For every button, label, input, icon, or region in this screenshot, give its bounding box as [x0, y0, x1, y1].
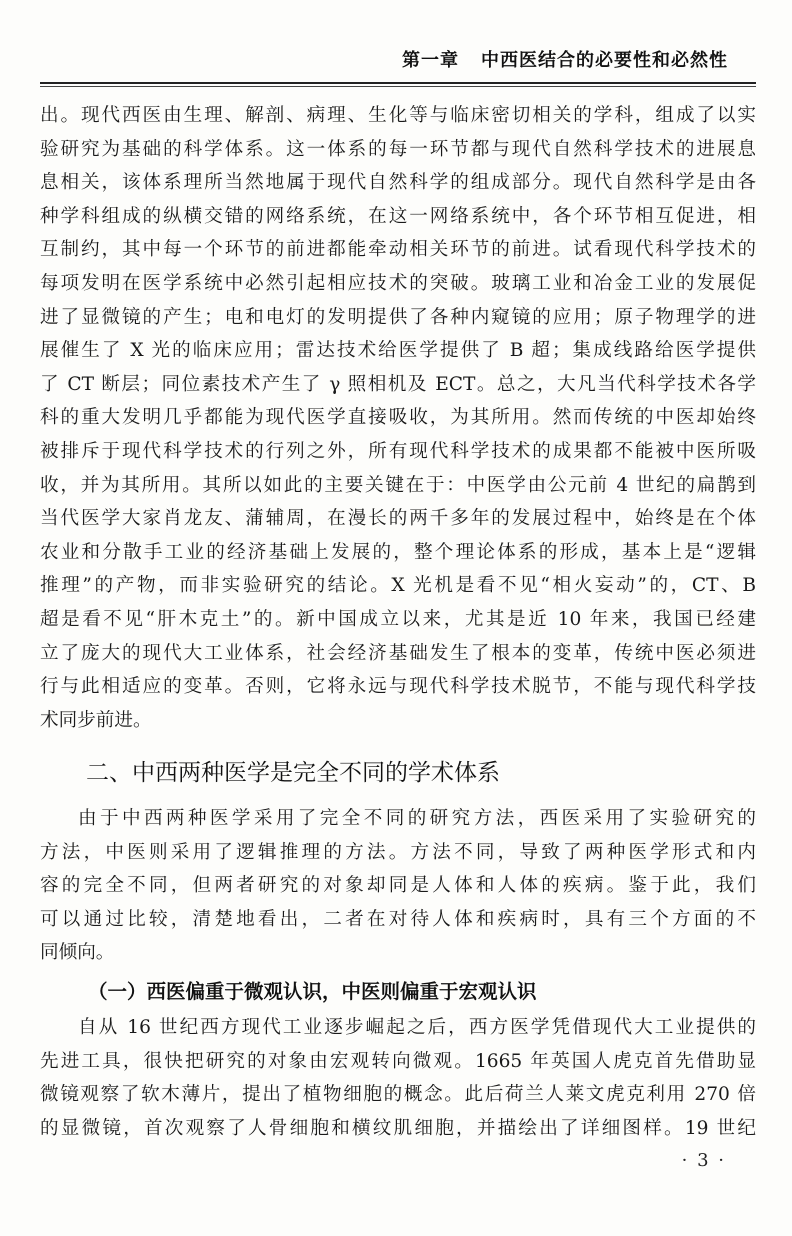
page-number: · 3 ·: [681, 1150, 726, 1171]
paragraph-3-line: 先进工具，很快把研究的对象由宏观转向微观。1665 年英国人虎克首先借助显: [40, 1051, 756, 1072]
paragraph-1-line: 收，并为其所用。其所以如此的主要关键在于：中医学由公元前 4 世纪的扁鹊到: [40, 475, 756, 496]
header-rule-thin: [40, 86, 756, 87]
paragraph-3-line: 微镜观察了软木薄片，提出了植物细胞的概念。此后荷兰人莱文虎克利用 270 倍: [40, 1084, 756, 1105]
section-heading: 二、中西两种医学是完全不同的学术体系: [86, 760, 500, 786]
paragraph-2-line: 可以通过比较，清楚地看出，二者在对待人体和疾病时，具有三个方面的不: [40, 909, 756, 930]
paragraph-1-line: 超是看不见“肝木克土”的。新中国成立以来，尤其是近 10 年来，我国已经建: [40, 609, 756, 630]
paragraph-1-line: 当代医学大家肖龙友、蒲辅周，在漫长的两千多年的发展过程中，始终是在个体: [40, 508, 756, 529]
paragraph-2-line: 方法，中医则采用了逻辑推理的方法。方法不同，导致了两种医学形式和内: [40, 842, 756, 863]
paragraph-1-line: 验研究为基础的科学体系。这一体系的每一环节都与现代自然科学技术的进展息: [40, 139, 756, 160]
paragraph-3-line: 自从 16 世纪西方现代工业逐步崛起之后，西方医学凭借现代大工业提供的: [78, 1017, 756, 1038]
header-chapter: 第一章: [402, 50, 459, 71]
paragraph-1-line: 被排斥于现代科学技术的行列之外，所有现代科学技术的成果都不能被中医所吸: [40, 441, 756, 462]
paragraph-1-line: 展催生了 X 光的临床应用；雷达技术给医学提供了 B 超；集成线路给医学提供: [40, 340, 756, 361]
header-rule-thick: [40, 82, 756, 84]
paragraph-1-line: 行与此相适应的变革。否则，它将永远与现代科学技术脱节，不能与现代科学技: [40, 676, 756, 697]
paragraph-1-line: 术同步前进。: [40, 710, 152, 731]
paragraph-1-line: 出。现代西医由生理、解剖、病理、生化等与临床密切相关的学科，组成了以实: [40, 105, 756, 126]
header-chapter-title: 中西医结合的必要性和必然性: [481, 50, 728, 71]
paragraph-1-line: 互制约，其中每一个环节的前进都能牵动相关环节的前进。试看现代科学技术的: [40, 239, 756, 260]
paragraph-1-line: 息相关，该体系理所当然地属于现代自然科学的组成部分。现代自然科学是由各: [40, 172, 756, 193]
running-header: [402, 46, 728, 72]
paragraph-1-line: 种学科组成的纵横交错的网络系统，在这一网络系统中，各个环节相互促进，相: [40, 206, 756, 227]
paragraph-2-line: 容的完全不同，但两者研究的对象却同是人体和人体的疾病。鉴于此，我们: [40, 875, 756, 896]
paragraph-3-line: 的显微镜，首次观察了人骨细胞和横纹肌细胞，并描绘出了详细图样。19 世纪: [40, 1118, 756, 1139]
paragraph-1-line: 每项发明在医学系统中必然引起相应技术的突破。玻璃工业和冶金工业的发展促: [40, 273, 756, 294]
paragraph-1-line: 科的重大发明几乎都能为现代医学直接吸收，为其所用。然而传统的中医却始终: [40, 407, 756, 428]
paragraph-1-line: 进了显微镜的产生；电和电灯的发明提供了各种内窥镜的应用；原子物理学的进: [40, 307, 756, 328]
sub-heading: （一）西医偏重于微观认识，中医则偏重于宏观认识: [88, 980, 537, 1003]
paragraph-2-line: 同倾向。: [40, 942, 115, 963]
paragraph-1-line: 农业和分散手工业的经济基础上发展的，整个理论体系的形成，基本上是“逻辑: [40, 542, 756, 563]
paragraph-2-line: 由于中西两种医学采用了完全不同的研究方法，西医采用了实验研究的: [78, 808, 756, 829]
paragraph-1-line: 推理”的产物，而非实验研究的结论。X 光机是看不见“相火妄动”的，CT、B: [40, 575, 756, 596]
paragraph-1-line: 立了庞大的现代大工业体系，社会经济基础发生了根本的变革，传统中医必须进: [40, 643, 756, 664]
paragraph-1-line: 了 CT 断层；同位素技术产生了 γ 照相机及 ECT。总之，大凡当代科学技术各学: [40, 374, 756, 395]
